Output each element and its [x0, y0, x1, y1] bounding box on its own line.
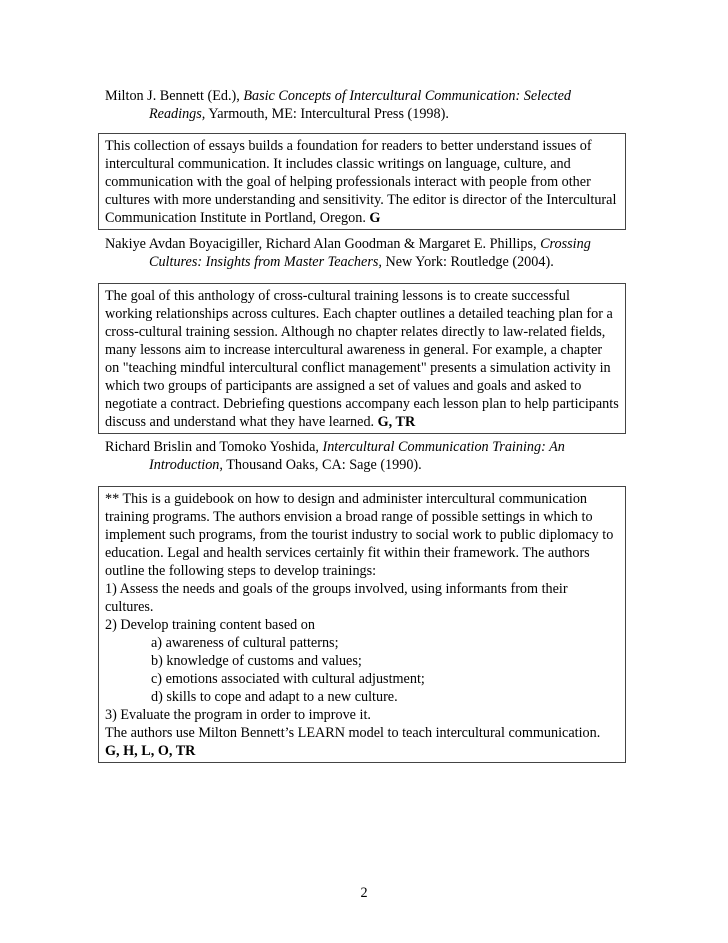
annotation-bennett [98, 133, 626, 230]
annotation-codes: G, H, L, O, TR [105, 743, 196, 759]
annotation-codes: G, TR [377, 414, 416, 430]
page-number: 2 [360, 885, 368, 901]
annotation-intro: ** This is a guidebook on how to design and administer intercultural communication training programs. The authors envision a broad range of possible settings in which to implement such programs, from the tourist industry to social work to public diplomacy to education. Legal and health services certainly fit within their framework. The authors outline the following steps to develop trainings: [105, 491, 614, 579]
annotation-boyacigiller [98, 283, 626, 434]
annotation-closing: The authors use Milton Bennett’s LEARN model to teach intercultural communication. [105, 725, 601, 741]
citation-title: Intercultural Communication Training: An [322, 439, 565, 455]
annotation-codes: G [369, 210, 381, 226]
citation-boyacigiller [105, 235, 630, 271]
citation-publisher: , Thousand Oaks, CA: Sage (1990). [219, 457, 422, 473]
annotation-step-3: 3) Evaluate the program in order to improve it. [105, 707, 371, 723]
citation-bennett [105, 87, 630, 123]
annotation-substep: b) knowledge of customs and values; [151, 653, 362, 669]
annotation-brislin [98, 486, 626, 763]
annotation-substep: c) emotions associated with cultural adjustment; [151, 671, 425, 687]
annotation-step-1: 1) Assess the needs and goals of the groups involved, using informants from their cultures. [105, 581, 568, 615]
annotation-step-2: 2) Develop training content based on [105, 617, 315, 633]
annotation-text: This collection of essays builds a foundation for readers to better understand issues of intercultural communication. It includes classic writings on language, culture, and communication with the goal of helping professionals interact with people from other cultures with more understanding and sensitivity. The editor is director of the Intercultural Communication Institute in Portland, Oregon. [105, 138, 617, 226]
citation-authors: Nakiye Avdan Boyacigiller, Richard Alan Goodman & Margaret E. Phillips, [105, 236, 541, 252]
citation-title: Crossing [540, 236, 591, 252]
citation-title-cont: Cultures: Insights from Master Teachers, [149, 254, 382, 270]
citation-title: Basic Concepts of Intercultural Communication: Selected [243, 88, 572, 104]
annotation-text: The goal of this anthology of cross-cultural training lessons is to create successful working relationships across cultures. Each chapter outlines a detailed teaching plan for a cross-cultural training session. Although no chapter relates directly to law-related fields, many lessons aim to increase intercultural awareness in general. For example, a chapter on "teaching mindful intercultural conflict management" presents a simulation activity in which two groups of participants are assigned a set of values and goals and asked to negotiate a contract. Debriefing questions accompany each lesson plan to help participants discuss and understand what they have learned. [105, 288, 619, 430]
citation-authors: Milton J. Bennett (Ed.), [105, 88, 244, 104]
citation-publisher: New York: Routledge (2004). [381, 254, 554, 270]
citation-authors: Richard Brislin and Tomoko Yoshida, [105, 439, 323, 455]
annotation-substep: a) awareness of cultural patterns; [151, 635, 339, 651]
citation-brislin [105, 438, 630, 474]
citation-title-cont: Readings, [149, 106, 206, 122]
citation-title-cont: Introduction [149, 457, 220, 473]
annotation-substep: d) skills to cope and adapt to a new culture. [151, 689, 398, 705]
citation-publisher: Yarmouth, ME: Intercultural Press (1998). [205, 106, 449, 122]
